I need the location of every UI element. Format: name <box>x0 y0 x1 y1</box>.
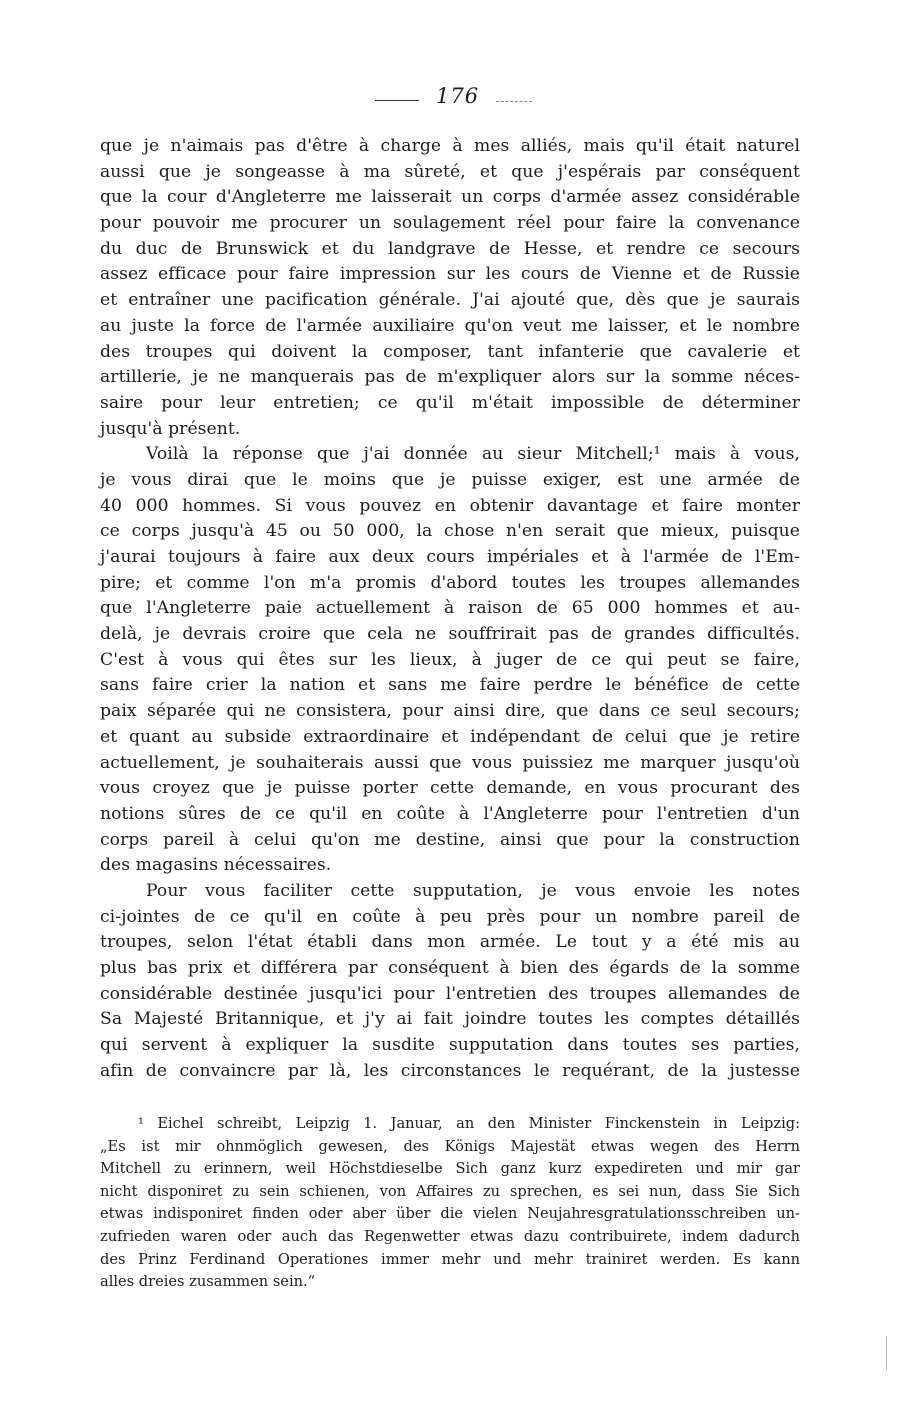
body-line: sans faire crier la nation et sans me faire perdre le bénéfice de cette <box>100 675 800 696</box>
footnote-line: alles dreies zusammen sein.“ <box>100 1273 316 1291</box>
body-line: vous croyez que je puisse porter cette demande, en vous procurant des <box>100 778 800 799</box>
body-line: pour pouvoir me procurer un soulagement réel pour faire la convenance <box>100 213 800 234</box>
body-line: corps pareil à celui qu'on me destine, ainsi que pour la construction <box>100 829 800 850</box>
body-line: troupes, selon l'état établi dans mon armée. Le tout y a été mis au <box>100 932 800 953</box>
body-line: des magasins nécessaires. <box>100 855 332 876</box>
header-rule-left <box>375 100 419 101</box>
footnotes <box>100 1113 800 1294</box>
body-line: notions sûres de ce qu'il en coûte à l'Angleterre pour l'entretien d'un <box>100 803 800 824</box>
footnote-line: „Es ist mir ohnmöglich gewesen, des Königs Majestät etwas wegen des Herrn <box>100 1137 800 1155</box>
body-line: je vous dirai que le moins que je puisse exiger, est une armée de <box>100 469 800 490</box>
footnote-line: zufrieden waren oder auch das Regenwetter etwas dazu contribuirete, indem dadurch <box>100 1227 800 1245</box>
body-line: jusqu'à présent. <box>100 418 241 439</box>
body-line: au juste la force de l'armée auxiliaire qu'on veut me laisser, et le nombre <box>100 315 800 336</box>
footnote-line: nicht disponiret zu sein schienen, von Affaires zu sprechen, es sei nun, dass Sie Sich <box>100 1182 800 1200</box>
body-line: et quant au subside extraordinaire et indépendant de celui que je retire <box>100 726 800 747</box>
body-line: que la cour d'Angleterre me laisserait un corps d'armée assez considérable <box>100 187 800 208</box>
body-line: Pour vous faciliter cette supputation, je vous envoie les notes <box>146 880 800 901</box>
body-line: du duc de Brunswick et du landgrave de Hesse, et rendre ce secours <box>100 238 800 259</box>
body-line: afin de convaincre par là, les circonstances le requérant, de la justesse <box>100 1060 800 1081</box>
body-line: 40 000 hommes. Si vous pouvez en obtenir davantage et faire monter <box>100 495 800 516</box>
body-line: que je n'aimais pas d'être à charge à mes alliés, mais qu'il était naturel <box>100 136 800 156</box>
body-line: qui servent à expliquer la susdite supputation dans toutes ses parties, <box>100 1035 800 1056</box>
footnote-line: etwas indisponiret finden oder aber über die vielen Neujahresgratulationsschreiben un- <box>100 1205 800 1223</box>
header-rule-right <box>496 101 532 102</box>
scan-edge-mark <box>886 1336 887 1370</box>
body-line: ce corps jusqu'à 45 ou 50 000, la chose n'en serait que mieux, puisque <box>100 521 800 542</box>
body-line: que l'Angleterre paie actuellement à raison de 65 000 hommes et au- <box>100 598 800 619</box>
footnote-line: ¹ Eichel schreibt, Leipzig 1. Januar, an den Minister Finckenstein in Leipzig: <box>138 1115 800 1132</box>
body-line: Voilà la réponse que j'ai donnée au sieur Mitchell;¹ mais à vous, <box>146 444 800 465</box>
body-line: Sa Majesté Britannique, et j'y ai fait joindre toutes les comptes détaillés <box>100 1009 800 1030</box>
body-line: assez efficace pour faire impression sur les cours de Vienne et de Russie <box>100 264 800 285</box>
body-line: paix séparée qui ne consistera, pour ainsi dire, que dans ce seul secours; <box>100 701 800 722</box>
body-line: considérable destinée jusqu'ici pour l'entretien des troupes allemandes de <box>100 983 800 1004</box>
body-line: pire; et comme l'on m'a promis d'abord toutes les troupes allemandes <box>100 572 800 593</box>
page-number: 176 <box>436 84 480 108</box>
body-line: aussi que je songeasse à ma sûreté, et que j'espérais par conséquent <box>100 161 800 182</box>
body-line: delà, je devrais croire que cela ne souffrirait pas de grandes difficultés. <box>100 624 800 645</box>
body-line: artillerie, je ne manquerais pas de m'expliquer alors sur la somme néces- <box>100 367 800 388</box>
footnote-line: des Prinz Ferdinand Operationes immer mehr und mehr trainiret werden. Es kann <box>100 1250 800 1268</box>
body-line: saire pour leur entretien; ce qu'il m'était impossible de déterminer <box>100 392 800 413</box>
body-line: et entraîner une pacification générale. J'ai ajouté que, dès que je saurais <box>100 290 800 311</box>
body-text <box>100 134 800 1084</box>
body-line: des troupes qui doivent la composer, tant infanterie que cavalerie et <box>100 341 800 362</box>
body-line: ci-jointes de ce qu'il en coûte à peu près pour un nombre pareil de <box>100 906 800 927</box>
body-line: j'aurai toujours à faire aux deux cours impériales et à l'armée de l'Em- <box>100 547 800 567</box>
body-line: plus bas prix et différera par conséquent à bien des égards de la somme <box>100 958 800 978</box>
footnote-line: Mitchell zu erinnern, weil Höchstdieselbe Sich ganz kurz expedireten und mir gar <box>100 1160 800 1178</box>
body-line: actuellement, je souhaiterais aussi que vous puissiez me marquer jusqu'où <box>100 752 800 773</box>
page-header <box>0 84 900 120</box>
body-line: C'est à vous qui êtes sur les lieux, à juger de ce qui peut se faire, <box>100 649 800 670</box>
